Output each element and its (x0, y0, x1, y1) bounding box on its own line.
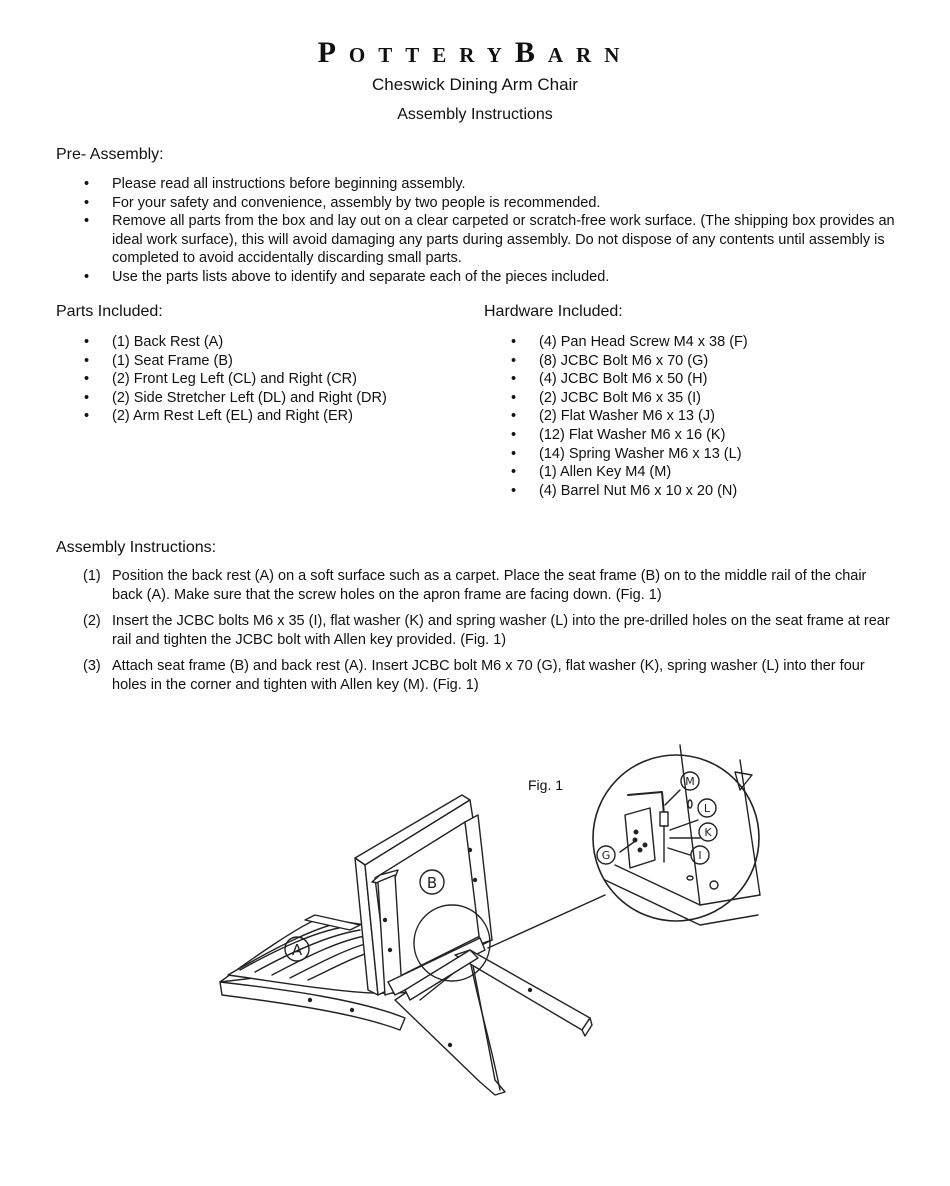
list-item: • (2) JCBC Bolt M6 x 35 (I) (483, 389, 903, 408)
list-item: • Please read all instructions before beginning assembly. (56, 175, 896, 194)
list-item: • (1) Seat Frame (B) (56, 352, 476, 371)
step-number: (2) (83, 613, 101, 630)
callout-k-label: K (704, 826, 712, 839)
list-item: • (4) Barrel Nut M6 x 10 x 20 (N) (483, 482, 903, 501)
list-item: • (8) JCBC Bolt M6 x 70 (G) (483, 352, 903, 371)
step-text: Attach seat frame (B) and back rest (A). Insert JCBC bolt M6 x 70 (G), flat washer (K), spring washer (L) into ther four holes in the corner and tighten with Allen key (M). (Fig. 1) (112, 658, 865, 693)
list-item: • (2) Arm Rest Left (EL) and Right (ER) (56, 407, 476, 426)
callout-i-label: I (698, 849, 702, 862)
list-item: • For your safety and convenience, assembly by two people is recommended. (56, 194, 896, 213)
callout-g-label: G (601, 849, 611, 862)
hardware-heading: Hardware Included: (484, 303, 623, 320)
list-item: • (1) Back Rest (A) (56, 333, 476, 352)
callout-l-label: L (703, 802, 711, 815)
list-item: • (4) Pan Head Screw M4 x 38 (F) (483, 333, 903, 352)
list-item: • (14) Spring Washer M6 x 13 (L) (483, 445, 903, 464)
document-title: Assembly Instructions (397, 106, 553, 123)
figure-label: Fig. 1 (528, 777, 564, 793)
detail-view (593, 745, 760, 925)
list-item: • (4) JCBC Bolt M6 x 50 (H) (483, 370, 903, 389)
list-item: • (2) Front Leg Left (CL) and Right (CR) (56, 370, 476, 389)
callout-m-label: M (685, 775, 695, 788)
list-item: • Remove all parts from the box and lay out on a clear carpeted or scratch-free work surface. (The shipping box provides an ideal work surface), this will avoid damaging any parts during assembly. Do not dispose of any contents until assembly is completed to avoid accidentally discarding small parts. (56, 212, 896, 268)
product-title: Cheswick Dining Arm Chair (372, 75, 578, 94)
step-number: (1) (83, 568, 101, 584)
list-item: • Use the parts lists above to identify and separate each of the pieces included. (56, 268, 896, 287)
list-item: • (1) Allen Key M4 (M) (483, 463, 903, 482)
step-text: Insert the JCBC bolts M6 x 35 (I), flat washer (K) and spring washer (L) into the pre-drilled holes on the seat frame at rear rail and tighten the JCBC bolt with Allen key provided. (Fig. 1) (112, 613, 890, 648)
pre-assembly-heading: Pre- Assembly: (56, 146, 164, 163)
list-item: • (2) Flat Washer M6 x 13 (J) (483, 407, 903, 426)
callout-b-label: B (426, 874, 438, 892)
leader-line (488, 895, 605, 948)
brand-logo: POTTERYBARN (317, 36, 633, 69)
callout-a-label: A (291, 941, 303, 959)
assembly-heading: Assembly Instructions: (56, 539, 217, 556)
parts-heading: Parts Included: (56, 303, 163, 320)
step-number: (3) (83, 658, 101, 675)
list-item: • (12) Flat Washer M6 x 16 (K) (483, 426, 903, 445)
step-text: Position the back rest (A) on a soft surface such as a carpet. Place the seat frame (B) on to the middle rail of the chair back (A). Make sure that the screw holes on the apron frame are facing down. (Fig. 1) (112, 568, 867, 603)
list-item: • (2) Side Stretcher Left (DL) and Right (DR) (56, 389, 476, 408)
